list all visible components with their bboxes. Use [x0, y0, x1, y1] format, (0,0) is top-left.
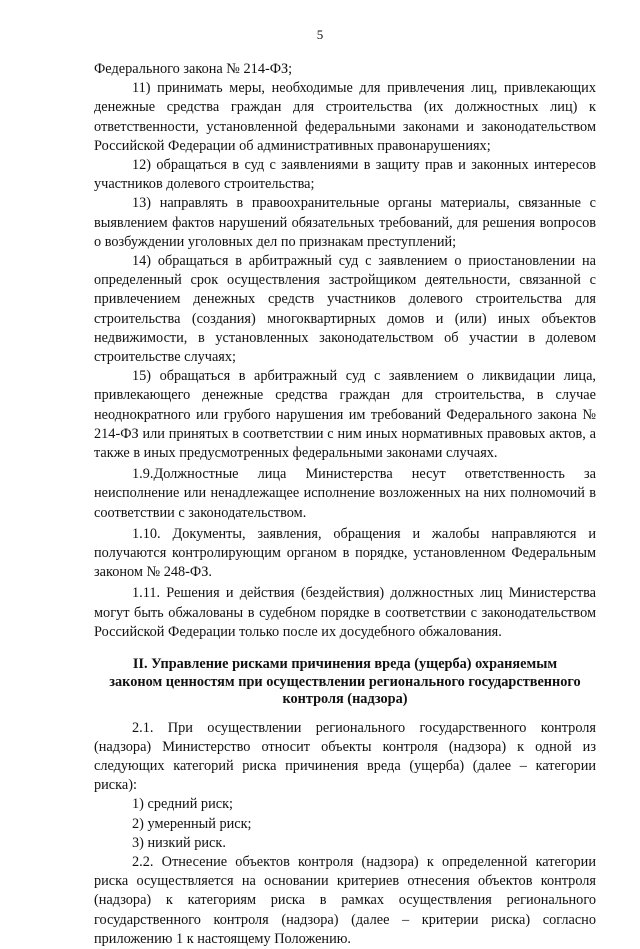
paragraph-1-9: 1.9.Должностные лица Министерства несут ответственность за неисполнение или ненадлежащее исполнение возложенных на них полномочий в соответствии с законодательством. [94, 466, 596, 521]
section-heading-line: законом ценностям при осуществлении регионального государственного [109, 673, 581, 690]
paragraph-2-2: 2.2. Отнесение объектов контроля (надзора) к определенной категории риска осуществляется на основании критериев отнесения объектов контроля (надзора) к категориям риска в рамках осуществления регионального государственного контроля (надзора) (далее – критерии риска) согласно приложению 1 к настоящему Положению. [94, 854, 596, 947]
page-number: 5 [316, 27, 324, 42]
section-heading-line: контроля (надзора) [282, 691, 408, 708]
document-body [94, 60, 596, 949]
list-item-risk-low: 3) низкий риск. [132, 834, 226, 851]
list-item-risk-moderate: 2) умеренный риск; [132, 815, 252, 832]
paragraph-1-10: 1.10. Документы, заявления, обращения и жалобы направляются и получаются контролирующим органом в порядке, установленном Федеральным законом № 248-ФЗ. [94, 525, 596, 581]
paragraph-2-1: 2.1. При осуществлении регионального государственного контроля (надзора) Министерство относит объекты контроля (надзора) к одной из следующих категорий риска причинения вреда (ущерба) (далее – категории риска): [94, 719, 596, 794]
paragraph-item-14: 14) обращаться в арбитражный суд с заявлением о приостановлении на определенный срок осуществления застройщиком деятельности, связанной с привлечением денежных средств участников долевого строительства для строительства (создания) многоквартирных домов и (или) иных объектов недвижимости, в установленных законодательством об участии в долевом строительстве случаях; [94, 253, 596, 366]
section-heading [94, 656, 596, 709]
paragraph-item-15: 15) обращаться в арбитражный суд с заявлением о ликвидации лица, привлекающего денежные средства граждан для строительства, в случае неоднократного или грубого нарушения им требований Федерального закона № 214-ФЗ или принятых в соответствии с ним иных нормативных правовых актов, а также в иных предусмотренных федеральными законами случаях. [94, 368, 596, 462]
paragraph-item-11: 11) принимать меры, необходимые для привлечения лиц, привлекающих денежные средства граждан для строительства (их должностных лиц) к ответственности, установленной федеральными законами и законодательством Российской Федерации об административных правонарушениях; [94, 80, 596, 154]
paragraph-continuation: Федерального закона № 214-ФЗ; [94, 61, 293, 77]
paragraph-1-11: 1.11. Решения и действия (бездействия) должностных лиц Министерства могут быть обжалованы в судебном порядке в соответствии с законодательством Российской Федерации только после их досудебного обжалования. [94, 585, 596, 640]
paragraph-item-12: 12) обращаться в суд с заявлениями в защиту прав и законных интересов участников долевого строительства; [94, 157, 596, 193]
list-item-risk-medium: 1) средний риск; [132, 796, 233, 813]
paragraph-item-13: 13) направлять в правоохранительные органы материалы, связанные с выявлением фактов нарушений обязательных требований, для решения вопросов о возбуждении уголовных дел по признакам преступлений; [94, 195, 596, 250]
section-heading-line: II. Управление рисками причинения вреда (ущерба) охраняемым [132, 656, 558, 673]
